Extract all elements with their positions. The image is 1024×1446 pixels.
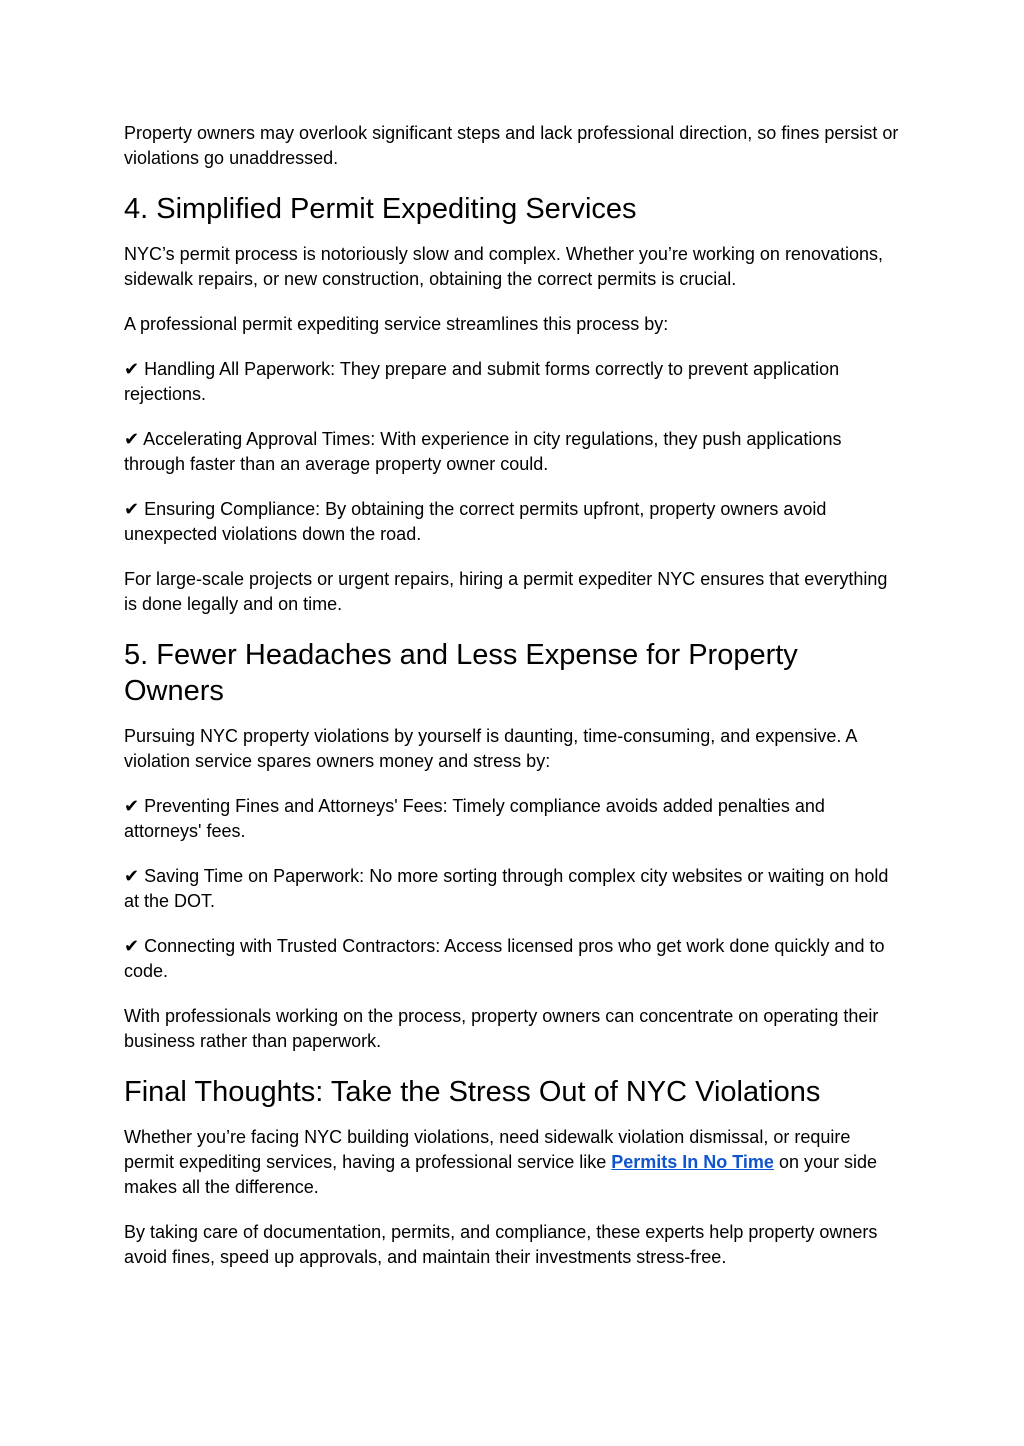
checklist-item-ensuring-compliance: ✔ Ensuring Compliance: By obtaining the correct permits upfront, property owners avoid unexpected violations down the road. bbox=[124, 499, 827, 544]
checklist-item-handling-paperwork: ✔ Handling All Paperwork: They prepare and submit forms correctly to prevent application rejections. bbox=[124, 359, 840, 404]
checklist-item-trusted-contractors: ✔ Connecting with Trusted Contractors: Access licensed pros who get work done quickly and to code. bbox=[124, 936, 885, 981]
section-5-heading: 5. Fewer Headaches and Less Expense for Property Owners bbox=[124, 639, 798, 707]
checklist-item-saving-time: ✔ Saving Time on Paperwork: No more sorting through complex city websites or waiting on hold at the DOT. bbox=[124, 866, 889, 911]
section-4-conclusion: For large-scale projects or urgent repairs, hiring a permit expediter NYC ensures that everything is done legally and on time. bbox=[124, 569, 888, 614]
final-thoughts-heading: Final Thoughts: Take the Stress Out of NYC Violations bbox=[124, 1076, 821, 1108]
intro-paragraph: Property owners may overlook significant steps and lack professional direction, so fines persist or violations go unaddressed. bbox=[124, 123, 899, 168]
final-text-before-link: Whether you’re facing NYC building violations, need sidewalk violation dismissal, or require permit expediting services, having a professional service like bbox=[124, 1127, 851, 1172]
section-4-paragraph: NYC’s permit process is notoriously slow and complex. Whether you’re working on renovations, sidewalk repairs, or new construction, obtaining the correct permits is crucial. bbox=[124, 244, 883, 289]
final-thoughts-closing: By taking care of documentation, permits, and compliance, these experts help property owners avoid fines, speed up approvals, and maintain their investments stress-free. bbox=[124, 1222, 878, 1267]
checklist-item-preventing-fines: ✔ Preventing Fines and Attorneys' Fees: Timely compliance avoids added penalties and attorneys' fees. bbox=[124, 796, 825, 841]
final-thoughts-paragraph bbox=[124, 1125, 904, 1200]
section-4-lead-in: A professional permit expediting service streamlines this process by: bbox=[124, 314, 669, 334]
section-4-heading: 4. Simplified Permit Expediting Services bbox=[124, 193, 637, 225]
permits-in-no-time-link[interactable]: Permits In No Time bbox=[611, 1152, 774, 1172]
final-text-after-link: on your side makes all the difference. bbox=[124, 1152, 878, 1197]
section-5-paragraph: Pursuing NYC property violations by yourself is daunting, time-consuming, and expensive. A violation service spares owners money and stress by: bbox=[124, 726, 857, 771]
section-5-conclusion: With professionals working on the process, property owners can concentrate on operating their business rather than paperwork. bbox=[124, 1006, 879, 1051]
checklist-item-accelerating-approval: ✔ Accelerating Approval Times: With experience in city regulations, they push applications through faster than an average property owner could. bbox=[124, 429, 842, 474]
document-body bbox=[124, 121, 904, 1290]
